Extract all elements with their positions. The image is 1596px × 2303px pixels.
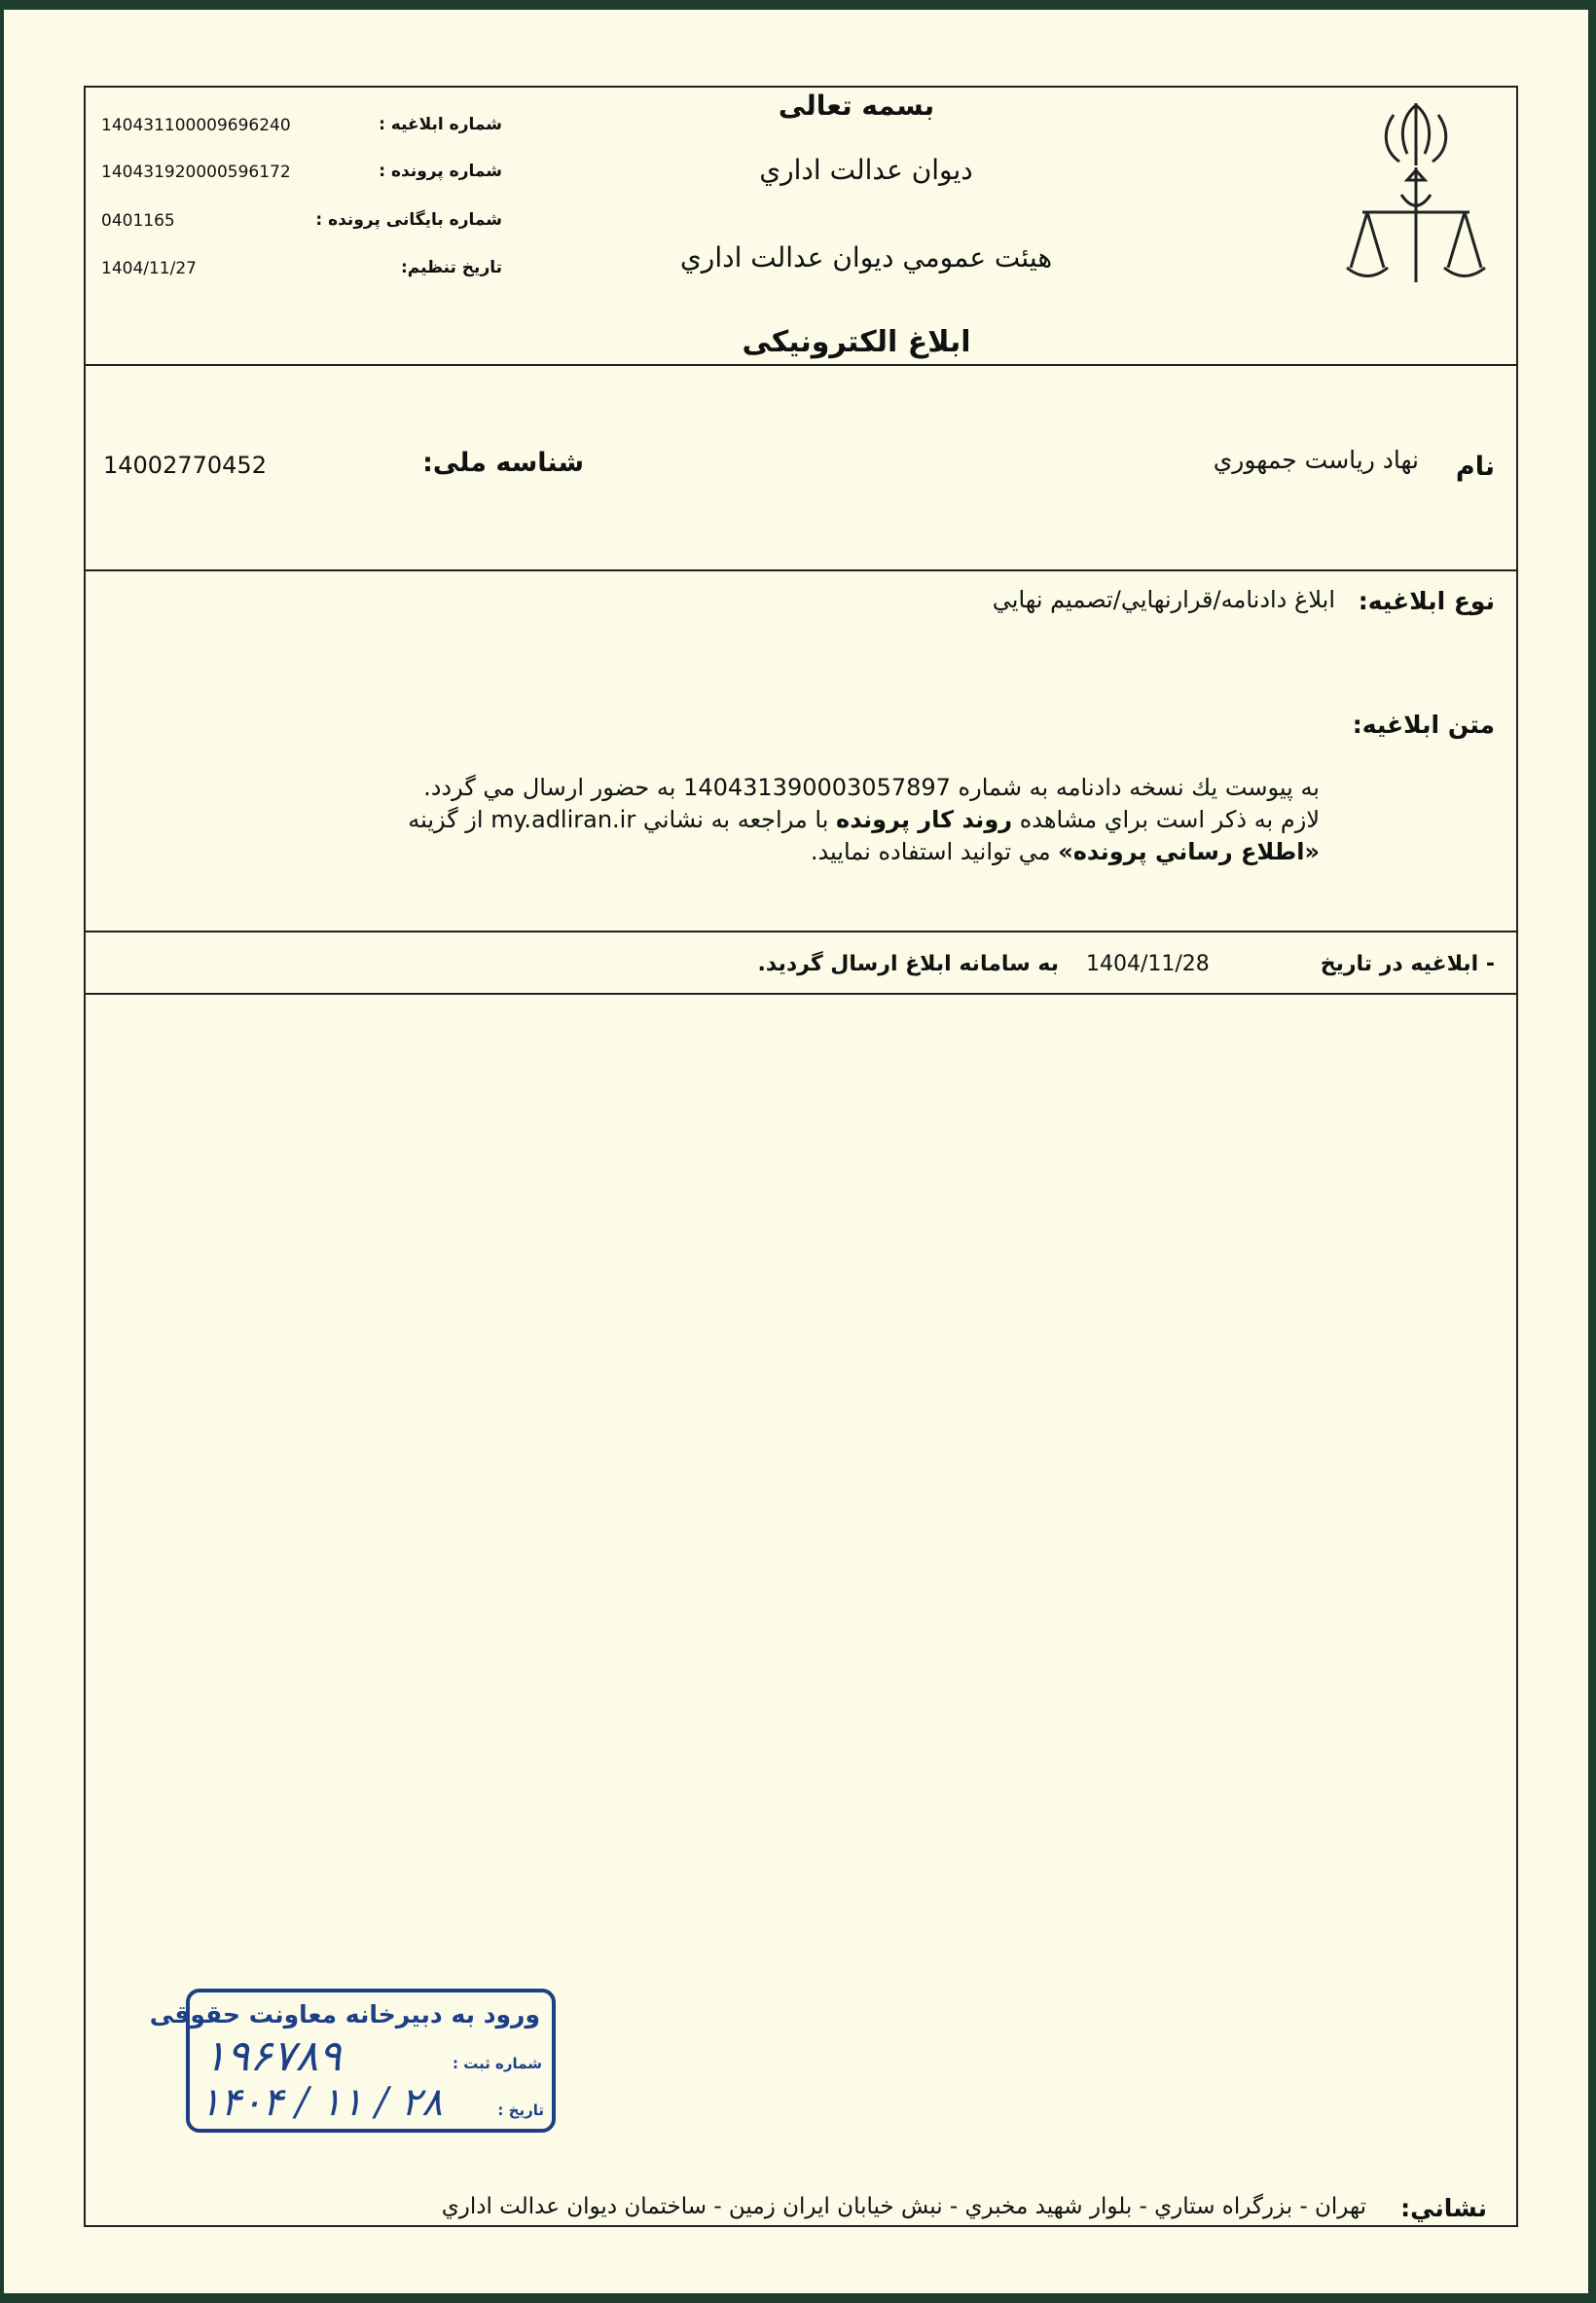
court-name: ديوان عدالت اداري bbox=[759, 154, 973, 186]
stamp-reg-label: شماره ثبت : bbox=[452, 2055, 542, 2072]
iran-emblem-icon bbox=[1343, 97, 1489, 292]
national-id-label: شناسه ملی: bbox=[422, 448, 584, 478]
issue-date: 1404/11/27 bbox=[101, 259, 197, 278]
stamp-date-label: تاریخ : bbox=[497, 2102, 544, 2119]
notice-number: 140431100009696240 bbox=[101, 116, 291, 135]
issue-date-label: تاریخ تنظیم: bbox=[400, 258, 502, 277]
notice-body bbox=[346, 772, 1320, 868]
address-label: نشاني: bbox=[1400, 2194, 1487, 2222]
archive-number-label: شماره بایگانی پرونده : bbox=[315, 210, 502, 230]
sent-suffix: به سامانه ابلاغ ارسال گرديد. bbox=[757, 952, 1059, 976]
notice-line-2: لازم به ذكر است براي مشاهده روند كار پرونده با مراجعه به نشاني my.adliran.ir از گزينه «اطلاع رساني پرونده» مي توانيد استفاده نماييد. bbox=[408, 806, 1320, 865]
sent-date: 1404/11/28 bbox=[1086, 952, 1210, 976]
notice-number-label: شماره ابلاغیه : bbox=[379, 115, 502, 134]
notice-type: ابلاغ دادنامه/قرارنهايي/تصميم نهايي bbox=[992, 586, 1335, 613]
notice-type-label: نوع ابلاغیه: bbox=[1358, 587, 1495, 615]
notice-line-1: به پيوست يك نسخه دادنامه به شماره 140431390003057897 به حضور ارسال مي گردد. bbox=[423, 774, 1320, 801]
stamp-date: ۱۴۰۴ / ۱۱ / ۲۸ bbox=[200, 2080, 443, 2125]
stamp-title: ورود به دبیرخانه معاونت حقوقی bbox=[149, 2000, 540, 2029]
doc-title: ابلاغ الکترونیکی bbox=[742, 325, 971, 359]
archive-number: 0401165 bbox=[101, 211, 175, 231]
divider bbox=[84, 569, 1518, 571]
registry-stamp bbox=[149, 1989, 556, 2133]
case-progress-link-text: روند كار پرونده bbox=[836, 806, 1013, 833]
divider bbox=[84, 993, 1518, 995]
divider bbox=[84, 364, 1518, 366]
bismillah: بسمه تعالی bbox=[778, 90, 935, 122]
address: تهران - بزرگراه ستاري - بلوار شهيد مخبري - نبش خيابان ايران زمين - ساختمان ديوان عدالت اداري bbox=[441, 2194, 1366, 2219]
notice-text-label: متن ابلاغیه: bbox=[1352, 711, 1495, 739]
case-info-option: «اطلاع رساني پرونده» bbox=[1058, 838, 1320, 865]
case-number-label: شماره پرونده : bbox=[379, 162, 502, 181]
national-id: 14002770452 bbox=[103, 452, 267, 479]
sent-label: - ابلاغيه در تاريخ bbox=[1320, 952, 1495, 976]
board-name: هيئت عمومي ديوان عدالت اداري bbox=[679, 241, 1053, 274]
stamp-reg-number: ۱۹۶۷۸۹ bbox=[203, 2031, 342, 2081]
case-number: 140431920000596172 bbox=[101, 163, 291, 182]
recipient-name: نهاد رياست جمهوري bbox=[1213, 446, 1419, 474]
divider bbox=[84, 931, 1518, 932]
name-label: نام bbox=[1455, 452, 1495, 482]
document-frame bbox=[84, 86, 1518, 2227]
